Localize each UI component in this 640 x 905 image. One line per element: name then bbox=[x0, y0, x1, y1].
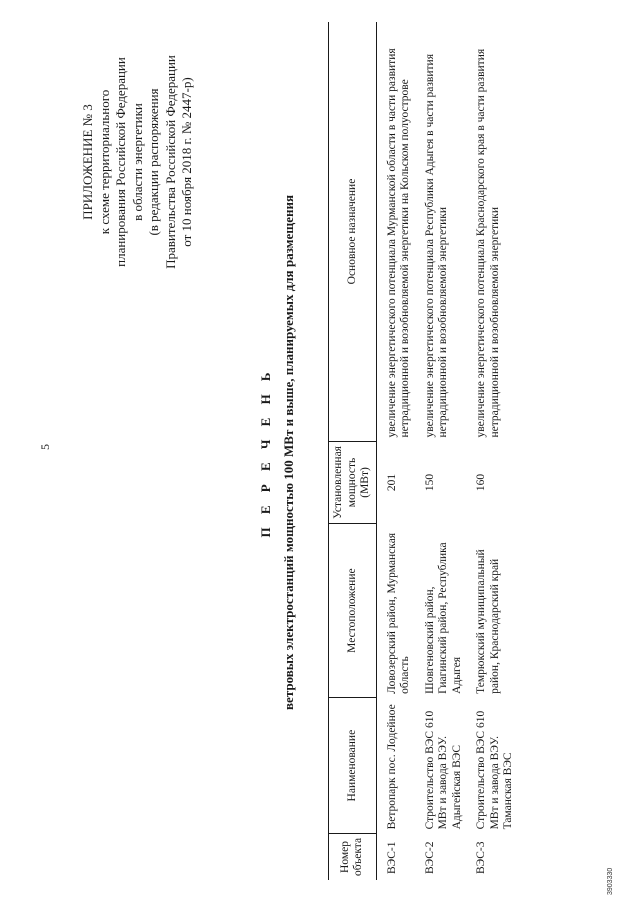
cell-purpose: увеличение энергетического потенциала Республики Адыгея в части развития нетрадиционной и возобновляемой энергетики bbox=[423, 54, 449, 438]
annex-header bbox=[80, 27, 196, 297]
cell-capacity: 201 bbox=[385, 473, 398, 492]
annex-line: в области энергетики bbox=[129, 103, 145, 221]
header-number: Номер объекта bbox=[329, 833, 377, 880]
cell-name: Ветропарк пос. Лодейное bbox=[385, 704, 398, 830]
document-id: 3903330 bbox=[607, 867, 614, 895]
annex-line: (в редакции распоряжения bbox=[146, 88, 161, 236]
cell-number: ВЭС-3 bbox=[475, 841, 487, 874]
annex-line: к схеме территориального bbox=[96, 89, 112, 235]
table-row bbox=[466, 22, 518, 880]
cell-name: Строительство ВЭС 610 МВт и завода ВЭУ. Адыгейская ВЭС bbox=[423, 710, 463, 830]
document-title bbox=[258, 60, 298, 845]
table-row bbox=[415, 22, 467, 880]
header-name: Наименование bbox=[329, 698, 377, 834]
page-number: 5 bbox=[38, 444, 52, 450]
table-row bbox=[376, 22, 415, 880]
annex-line: от 10 ноября 2018 г. № 2447-р) bbox=[179, 77, 194, 247]
cell-purpose: увеличение энергетического потенциала Мурманской области в части развития нетрадиционной и возобновляемой энергетики на Кольском полуострове bbox=[385, 48, 411, 438]
cell-capacity: 160 bbox=[475, 473, 487, 492]
title-main: П Е Р Е Ч Е Н Ь bbox=[258, 367, 273, 538]
cell-purpose: увеличение энергетического потенциала Краснодарского края в части развития нетрадиционной и возобновляемой энергетики bbox=[475, 48, 501, 438]
cell-location: Темрюкский муниципальный район, Краснодарский край bbox=[475, 549, 501, 694]
cell-name: Строительство ВЭС 610 МВт и завода ВЭУ. Таманская ВЭС bbox=[475, 710, 514, 830]
cell-location: Шовгеновский район, Гиагинский район, Республика Адыгея bbox=[423, 542, 463, 694]
title-subtitle: ветровых электростанций мощностью 100 МВт и выше, планируемых для размещения bbox=[281, 195, 296, 710]
header-purpose: Основное назначение bbox=[329, 22, 377, 442]
annex-line: Правительства Российской Федерации bbox=[162, 55, 178, 269]
wind-stations-table bbox=[328, 22, 518, 880]
table-header-row bbox=[329, 22, 377, 880]
cell-location: Ловозерский район, Мурманская область bbox=[385, 532, 411, 694]
header-location: Местоположение bbox=[329, 523, 377, 697]
annex-line: ПРИЛОЖЕНИЕ № 3 bbox=[80, 104, 95, 220]
header-capacity: Установленная мощность (МВт) bbox=[329, 442, 377, 524]
cell-capacity: 150 bbox=[423, 473, 436, 492]
cell-number: ВЭС-2 bbox=[423, 841, 436, 874]
cell-number: ВЭС-1 bbox=[385, 841, 398, 874]
annex-line: планирования Российской Федерации bbox=[113, 57, 128, 267]
